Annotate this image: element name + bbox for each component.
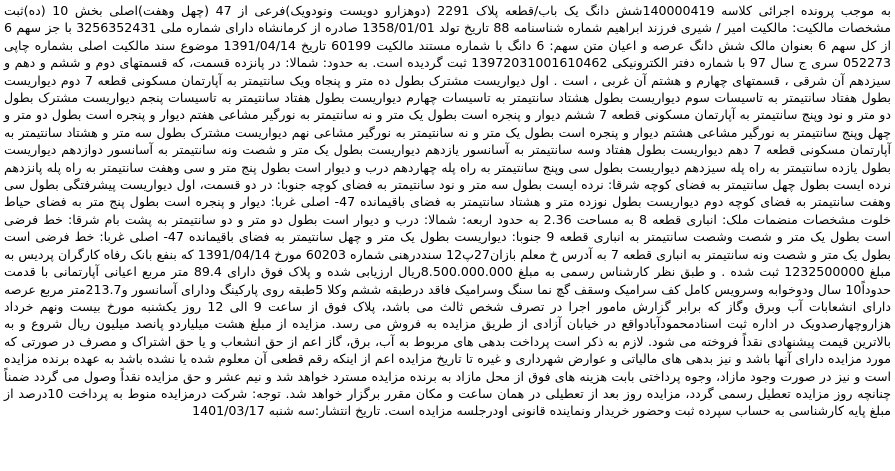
auction-notice-text: به موجب پرونده اجرائی کلاسه 140000419شش دانگ یک باب/قطعه پلاک 2291 (دوهزارو دویست ونودویک)فرعی از 47 (چهل وهفت)اصلی بخش 10 (ده)ثبت مشخصات مالکیت: مالکیت امیر / شیری فرزند ابراهیم شماره شناسنامه 88 تاریخ تولد 1358/01/01 صادره از کرمانشاه دارای شماره ملی 3256352431 با جز سهم 6 از کل سهم 6 بعنوان مالک شش دانگ عرصه و اعیان متن سهم: 6 دانگ با شماره مستند مالکیت 60199 تاریخ 1391/04/14 موضوع سند مالکیت اصلی بشماره چاپی 052273 سری ج سال 97 با شماره دفتر الکترونیکی 13972031001610462 ثبت گردیده است. به حدود: شمالا: در پانزده قسمت، که قسمتهای دوم و ششم و دهم و سیزدهم آن شرقی ، قسمتهای چهارم و هشتم آن غربی ، است . اول دیواریست مشترک بطول ده متر و پنجاه ویک سانتیمتر به آپارتمان مسکونی قطعه 7 دوم دیواریست بطول هفتاد سانتیمتر به تاسیسات سوم دیواریست بطول هشتاد سانتیمتر به تاسیسات چهارم دیواریست بطول هفتاد سانتیمتر به تاسیسات پنجم دیواریست مشترک بطول دو متر و نود وپنج سانتیمتر به آپارتمان مسکونی قطعه 7 ششم دیوار و پنجره است بطول یک متر و نه سانتیمتر به نورگیر مشاعی هفتم دیوار و پنجره است بطول دو متر و چهل وپنج سانتیمتر به نورگیر مشاعی هشتم دیوار و پنجره است بطول یک متر و نه سانتیمتر به نورگیر مشاعی نهم دیواریست مشترک بطول سه متر و هشتاد سانتیمتر به آپارتمان مسکونی قطعه 7 دهم دیواریست بطول هفتاد وسه سانتیمتر به آسانسور یازدهم دیواریست بطول یک متر و شصت ونه سانتیمتر به آسانسور دوازدهم دیواریست بطول یازده سانتیمتر به راه پله سیزدهم دیواریست بطول سی وپنج سانتیمتر به راه پله چهاردهم درب و دیوار است بطول پنج متر و سی وهفت سانتیمتر به راه پله پانزدهم نرده ایست بطول چهل سانتیمتر به فضای کوچه شرقا: نرده ایست بطول سه متر و نود سانتیمتر به فضای کوچه جنوبا: در دو قسمت، اول دیواریست پیشرفتگی بطول سی وهفت سانتیمتر به فضای کوچه دوم دیواریست بطول نوزده متر و هشتاد سانتیمتر به فضای باقیمانده 47- اصلی غربا: دیوار و پنجره است بطول پنج متر به فضای حیاط خلوت مشخصات منضمات ملک: انباری قطعه 8 به مساحت 2.36 به حدود اربعه: شمالا: درب و دیوار است بطول دو متر و دو سانتیمتر به پشت بام شرقا: خط فرضی است بطول یک متر و شصت وشصت سانتیمتر به انباری قطعه 9 جنوبا: دیواریست بطول یک متر و چهل سانتیمتر به فضای باقیمانده 47- اصلی غربا: خط فرضی است بطول یک متر و شصت ونه سانتیمتر به انباری قطعه 7 به آدرس خ معلم بازان27پ12 سنددرهنی شماره 60203 مورخ 1391/04/14 که بنفع بانک رفاه کارگران پردیس به مبلغ 1232500000 ثبت شده . و طبق نظر کارشناس رسمی به مبلغ 8.500.000.000ریال ارزیابی شده و پلاک فوق دارای 89.4 متر مربع اعیانی آپارتمانی با قدمت حدوداً10 سال ودوخوابه وسرویس کامل کف سرامیک وسقف گچ نما سنگ وسرامیک فاقد درطبقه ششم وکلا 5طبقه روی پارکینگ ودارای آسانسور و213.7متر مربع عرصه دارای انشعابات آب وبرق وگاز که برابر گزارش مامور اجرا در تصرف شخص ثالث می باشد، پلاک فوق از ساعت 9 الی 12 روز یکشنبه مورخ بیست ونهم خرداد هزاروچهارصدویک در اداره ثبت اسنادمحمودآبادواقع در خیابان آزادی از طریق مزایده به فروش می رسد. مزایده از مبلغ هشت میلیاردو پانصد میلیون ریال شروع و به بالاترین قیمت پیشنهادی نقداً فروخته می شود. لازم به ذکر است پرداخت بدهی های مربوط به آب، برق، گاز اعم از حق انشعاب و یا حق اشتراک و مصرف در صورتی که مورد مزایده دارای آنها باشد و نیز بدهی های مالیاتی و عوارض شهرداری و غیره تا تاریخ مزایده اعم از اینکه رقم قطعی آن معلوم شده یا نشده باشد به عهده برنده مزایده است و نیز در صورت وجود مازاد، وجوه پرداختی بابت هزینه های فوق از محل مازاد به برنده مزایده مسترد خواهد شد و نیم عشر و حق مزایده نقداً وصول می گردد ضمناً چنانچه روز مزایده تعطیل رسمی گردد، مزایده روز بعد از تعطیلی در همان ساعت و مکان مقرر برگزار خواهد شد. توجه: شرکت درمزایده منوط به پرداخت 10درصد از مبلغ پایه کارشناسی به حساب سپرده ثبت وحضور خریدار ونماینده قانونی اودرجلسه مزایده است. تاریخ انتشار:سه شنبه 1401/03/17 xyxy=(4,3,892,419)
